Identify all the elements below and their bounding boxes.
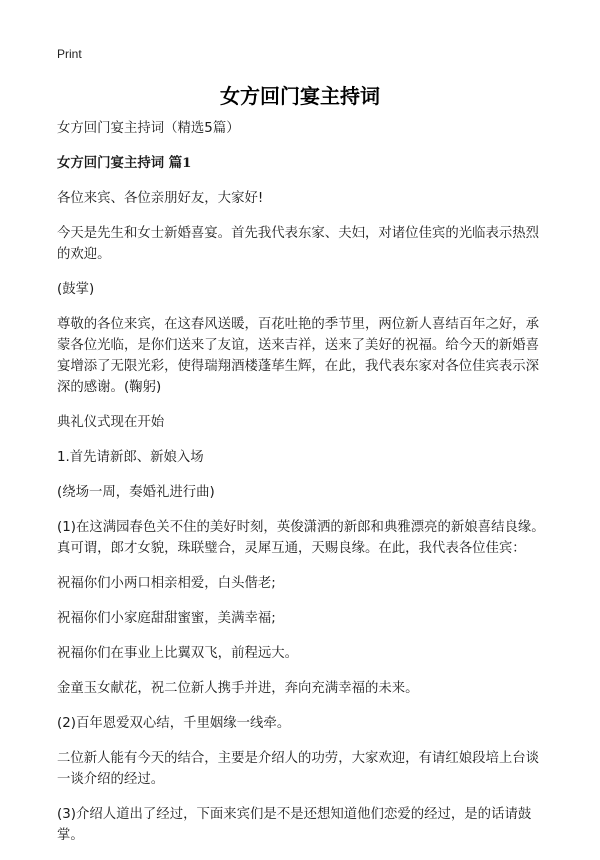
paragraph-blessing-3: 祝福你们在事业上比翼双飞，前程远大。 [57, 646, 299, 661]
section-heading: 女方回门宴主持词 篇1 [57, 155, 192, 171]
document-subtitle: 女方回门宴主持词（精选5篇） [57, 121, 240, 136]
paragraph-step-1: 1.首先请新郎、新娘入场 [57, 450, 204, 465]
paragraph-blessing-2: 祝福你们小家庭甜甜蜜蜜，美满幸福; [57, 611, 276, 626]
paragraph-blessing-intro: (1)在这满园春色关不住的美好时刻，英俊潇洒的新郎和典雅漂亮的新娘喜结良缘。真可谓，郎才女貌，珠联璧合，灵犀互通，天赐良缘。在此，我代表各位佳宾： [57, 520, 545, 556]
print-link[interactable]: Print [57, 47, 82, 61]
paragraph-matchmaker: 二位新人能有今天的结合，主要是介绍人的功劳，大家欢迎，有请红娘段培上台谈一谈介绍的经过。 [57, 751, 540, 787]
paragraph-ceremony-start: 典礼仪式现在开始 [57, 415, 165, 430]
paragraph-flowers: 金童玉女献花，祝二位新人携手并进，奔向充满幸福的未来。 [57, 681, 419, 696]
paragraph-applause: (鼓掌) [57, 282, 95, 297]
paragraph-welcome: 今天是先生和女士新婚喜宴。首先我代表东家、夫妇，对诸位佳宾的光临表示热烈的欢迎。 [57, 226, 540, 262]
page-title: 女方回门宴主持词 [220, 84, 380, 108]
paragraph-music: (绕场一周，奏婚礼进行曲) [57, 485, 215, 500]
paragraph-blessing-1: 祝福你们小两口相亲相爱，白头偕老; [57, 576, 276, 591]
paragraph-greeting: 各位来宾、各位亲朋好友，大家好! [57, 191, 264, 206]
paragraph-step-3: (3)介绍人道出了经过，下面来宾们是不是还想知道他们恋爱的经过，是的话请鼓掌。 [57, 807, 532, 843]
paragraph-step-2: (2)百年恩爱双心结，千里姻缘一线牵。 [57, 716, 291, 731]
paragraph-thanks: 尊敬的各位来宾，在这春风送暖，百花吐艳的季节里，两位新人喜结百年之好，承蒙各位光临，是你们送来了友谊，送来吉祥，送来了美好的祝福。给今天的新婚喜宴增添了无限光彩，使得瑞翔酒楼蓬荜生辉，在此，我代表东家对各位佳宾表示深深的感谢。(鞠躬) [57, 317, 540, 395]
document-body [57, 118, 547, 860]
